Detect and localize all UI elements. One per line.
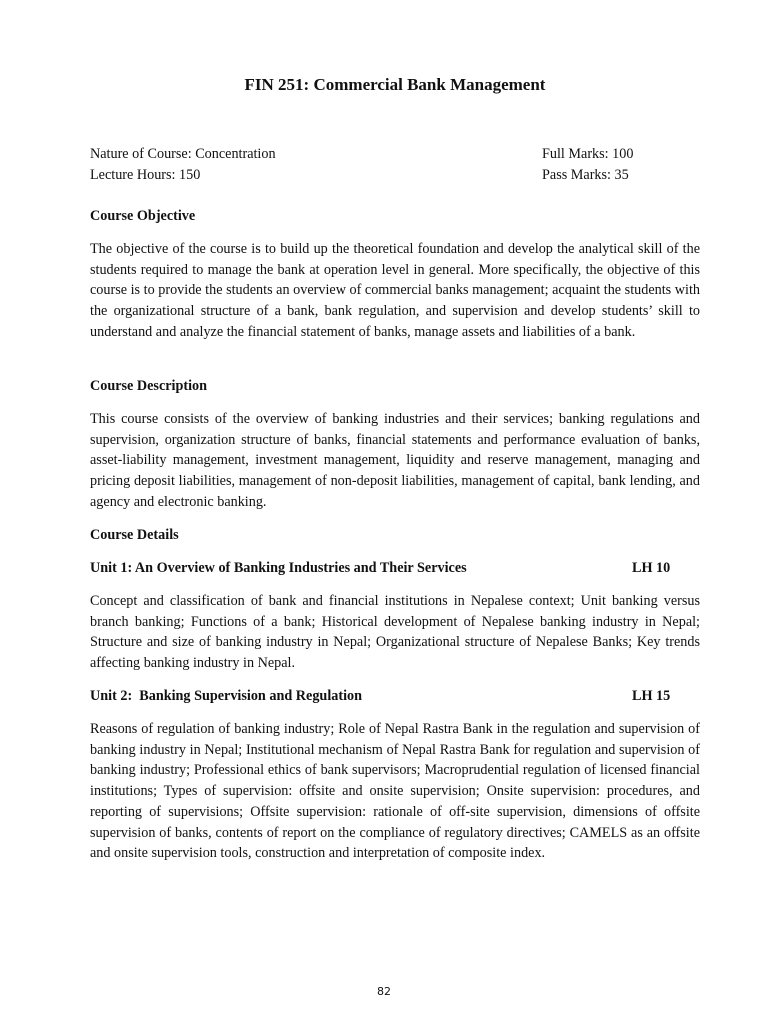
pass-marks: Pass Marks: 35	[542, 167, 629, 183]
description-paragraph: This course consists of the overview of banking industries and their services; banking regulations and supervision, organization structure of banks, financial statements and performance evaluation of banks, asset-liability management, investment management, liquidity and reserve management, managing and pricing deposit liabilities, management of non-deposit liabilities, management of capital, bank lending, and agency and electronic banking.	[90, 411, 700, 510]
page-title: FIN 251: Commercial Bank Management	[244, 75, 546, 94]
unit-2-paragraph: Reasons of regulation of banking industry; Role of Nepal Rastra Bank in the regulation and supervision of banking industry in Nepal; Institutional mechanism of Nepal Rastra Bank for regulation and supervision of banking industry; Professional ethics of bank supervisors; Macroprudential regulation of licensed financial institutions; Types of supervision: offsite and onsite supervision; Onsite supervision: procedures, and reporting of supervisions; Offsite supervision: rationale of off-site supervision, dimensions of offsite supervision of banks, contents of report on the compliance of regulatory directives; CAMELS as an offsite and onsite supervision tools, construction and interpretation of composite index.	[90, 721, 700, 862]
unit-1-lecture-hours: LH 10	[632, 560, 671, 576]
unit-1-header	[90, 558, 700, 578]
details-heading: Course Details	[90, 527, 179, 543]
description-heading: Course Description	[90, 378, 208, 394]
document-page	[90, 0, 700, 1024]
full-marks: Full Marks: 100	[542, 146, 634, 162]
unit-2-header	[90, 686, 700, 706]
objective-paragraph: The objective of the course is to build up the theoretical foundation and develop the analytical skill of the students required to manage the bank at operation level in general. More specifically, the objective of this course is to provide the students an overview of commercial banks management; acquaint the students with the organizational structure of a bank, bank regulation, and supervision and develop students’ skill to understand and analyze the financial statement of banks, manage assets and liabilities of a bank.	[90, 241, 700, 340]
page-number: 82	[377, 985, 391, 998]
unit-2-title: Unit 2: Banking Supervision and Regulation	[90, 688, 363, 704]
unit-1-title: Unit 1: An Overview of Banking Industries and Their Services	[90, 560, 467, 576]
nature-of-course: Nature of Course: Concentration	[90, 146, 276, 162]
objective-heading: Course Objective	[90, 208, 196, 224]
lecture-hours: Lecture Hours: 150	[90, 167, 201, 183]
course-meta	[90, 144, 700, 186]
unit-2-lecture-hours: LH 15	[632, 688, 671, 704]
unit-1-paragraph: Concept and classification of bank and financial institutions in Nepalese context; Unit banking versus branch banking; Functions of a bank; Historical development of Nepalese banking industry in Nepal; Structure and size of banking industry in Nepal; Organizational structure of Nepalese Banks; Key trends affecting banking industry in Nepal.	[90, 593, 700, 672]
